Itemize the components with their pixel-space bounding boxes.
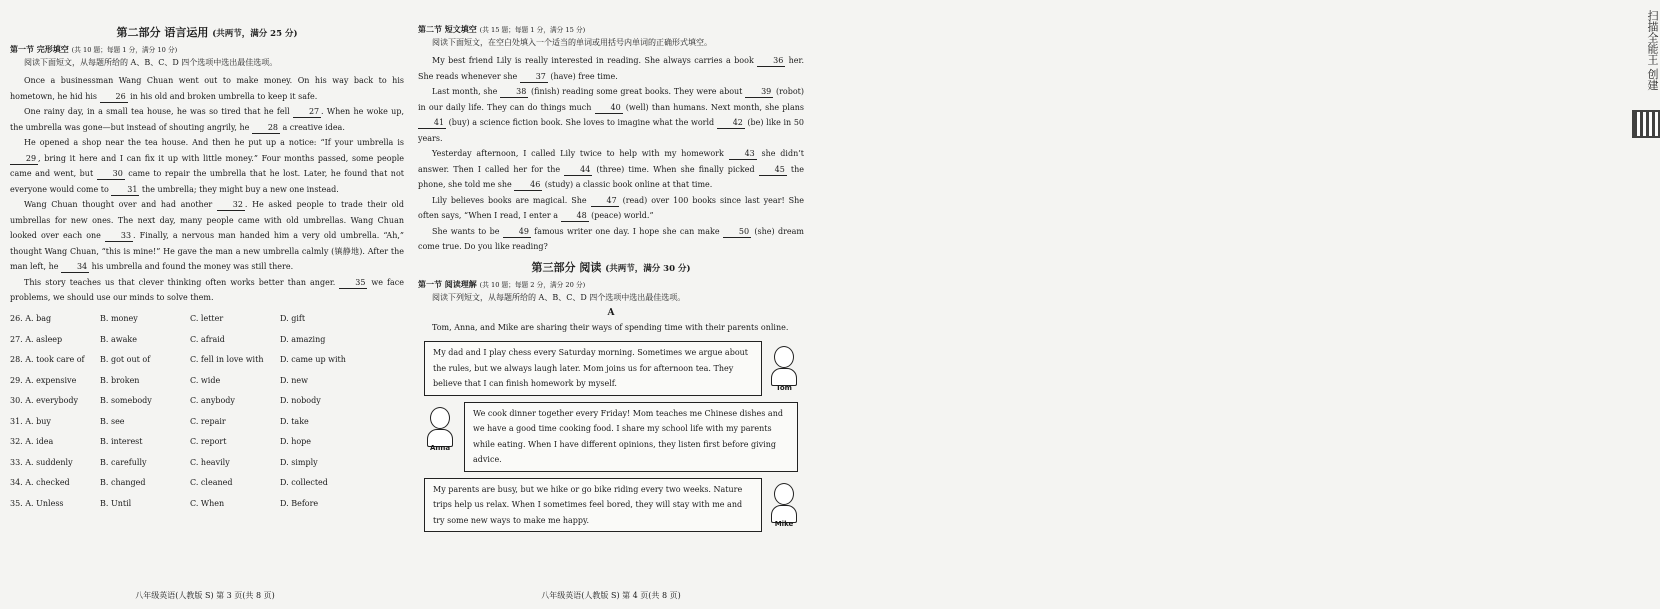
passage-label: A [607,307,615,318]
part2-title-text: 第二部分 语言运用 [116,26,209,39]
paragraph-text: (finish) reading some great books. They were about [528,87,746,96]
anna-name: Anna [429,444,451,452]
option-cell: 34. A. checked [10,478,70,488]
option-cell: C. When [190,498,225,508]
paragraph-text: (be) like in 50 years. [418,118,804,143]
right-page [414,0,808,609]
paragraph-text: (well) than humans. Next month, she plans [622,102,805,112]
option-cell: B. changed [100,478,146,488]
right-paragraph [418,84,804,146]
section2-note: (共 15 题；每题 1 分，满分 15 分) [479,26,586,34]
paragraph-text: we face problems, we should use our minds to solve them. [10,277,404,302]
paragraph-text: She wants to be [432,226,503,236]
paragraph-text: (have) free time. [547,71,618,81]
paragraph-text: My best friend Lily is really interested in reading. She always carries a book [432,56,758,65]
option-cell: D. hope [280,437,312,447]
left-paragraph [10,135,404,197]
option-cell: 26. A. bag [10,314,52,324]
right-paragraph [418,193,804,224]
blank-number: 48 [561,211,589,222]
option-cell: C. anybody [190,396,235,406]
option-cell: B. awake [100,334,137,344]
qr-code-icon [1632,110,1660,138]
anna-speech-box [429,402,798,472]
section2-instruction: 阅读下面短文，在空白处填入一个适当的单词或用括号内单词的正确形式填空。 [432,38,712,47]
right-paragraph [418,146,804,193]
mike-speech-box [424,478,794,533]
option-cell: D. amazing [280,334,326,344]
paragraph-text: her. She reads whenever she [418,56,804,81]
option-cell: D. nobody [280,396,321,406]
section3-note: (共 10 题；每题 2 分，满分 20 分) [479,280,586,289]
option-row [10,370,404,391]
option-cell: D. simply [280,457,318,467]
paragraph-text: in his old and broken umbrella to keep it safe. [127,91,318,101]
tom-name: Tom [776,383,792,392]
fill-passage [418,53,804,255]
paragraph-text: Last month, she [432,87,501,96]
option-cell: C. wide [190,375,221,385]
blank-number: 28 [252,123,280,134]
cloze-passage [10,73,404,306]
paragraph-text: . When he woke up, the umbrella was gone—but instead of shouting angrily, he [10,107,404,132]
paragraph-text: Lily believes books are magical. She [432,195,591,205]
blank-number: 27 [293,107,321,118]
mike-name: Mike [774,520,794,528]
paragraph-text: (she) dream come true. Do you like reading? [418,226,805,251]
blank-number: 37 [520,72,548,83]
paragraph-text: famous writer one day. I hope she can make [530,226,723,236]
option-cell: B. broken [100,375,140,385]
mike-figure-icon [767,483,801,527]
left-paragraph [10,104,404,135]
option-row [10,350,404,371]
paragraph-text: (buy) a science fiction book. She loves to imagine what the world [446,118,717,127]
blank-number: 34 [61,262,89,273]
right-paragraph [418,53,804,84]
option-cell: B. interest [100,437,143,447]
section3-label: 第一节 阅读理解 [418,278,477,289]
part3-title-note: (共两节，满分 30 分) [605,263,691,274]
option-cell: D. gift [280,314,306,324]
blank-number: 32 [217,200,245,211]
option-cell: 29. A. expensive [10,375,77,385]
left-page [0,0,410,609]
option-cell: B. carefully [100,457,147,467]
blank-number: 46 [514,180,542,191]
section2-label: 第二节 短文填空 [418,24,477,34]
paragraph-text: He opened a shop near the tea house. And then he put up a notice: “If your umbrella is [24,138,404,147]
option-cell: D. take [280,416,309,426]
blank-number: 45 [759,165,787,176]
paragraph-text: . He asked people to trade their old umbrellas for new ones. The next day, many people came with old umbrellas. Wang Chuan looked over each one [10,200,404,240]
option-cell: C. letter [190,314,224,324]
blank-number: 38 [500,87,528,98]
section1-note: (共 10 题；每题 1 分，满分 10 分) [71,46,178,54]
option-cell: 28. A. took care of [10,355,85,365]
paragraph-text: . Finally, a nervous man handed him a very old umbrella. “Ah,” thought Wang Chuan, “this is mine!” He gave the man a new umbrella calmly (镇静地). After the man left, he [10,231,404,271]
part2-title [10,24,404,40]
option-row [10,473,404,494]
paragraph-text: the umbrella; they might buy a new one instead. [139,184,339,194]
blank-number: 31 [111,185,139,196]
section3-instruction: 阅读下列短文，从每题所给的 A、B、C、D 四个选项中选出最佳选项。 [432,292,686,302]
section1-instruction: 阅读下面短文，从每题所给的 A、B、C、D 四个选项中选出最佳选项。 [24,58,278,67]
option-cell: 35. A. Unless [10,498,64,508]
blank-number: 36 [757,56,785,67]
option-cell: B. money [100,314,138,324]
scanner-sidebar [812,0,1659,609]
option-cell: C. report [190,437,227,447]
option-cell: D. new [280,375,308,385]
blank-number: 47 [591,196,619,207]
cloze-options-table [10,309,404,514]
option-cell: D. Before [280,498,319,508]
blank-number: 41 [418,118,446,129]
option-cell: B. Until [100,498,132,508]
blank-number: 40 [595,103,623,114]
left-paragraph [10,275,404,306]
left-paragraph [10,73,404,104]
option-cell: 30. A. everybody [10,396,79,406]
option-cell: B. somebody [100,396,152,406]
paragraph-text: came to repair the umbrella that he lost. Later, he found that not everyone would come to [10,169,404,194]
blank-number: 50 [723,227,751,238]
anna-text: We cook dinner together every Friday! Mom teaches me Chinese dishes and we have a good time cooking food. I share my school life with my parents while eating. When I have different opinions, they listen first before giving advice. [473,408,783,464]
option-row [10,309,404,330]
part3-title [418,259,804,275]
blank-number: 44 [564,165,592,176]
blank-number: 30 [97,169,125,180]
blank-number: 35 [339,278,367,289]
paragraph-text: she didn’t answer. Then I called her for the [418,149,804,174]
option-cell: C. heavily [190,457,230,467]
paragraph-text: the phone, she told me she [418,164,804,189]
blank-number: 29 [10,154,38,165]
scanner-watermark: 扫描全能王 创建 [1646,10,1659,91]
mike-text: My parents are busy, but we hike or go bike riding every two weeks. Nature trips help us relax. When I sometimes feel bored, they will stay with me and try some new ways to make me happy. [433,484,743,525]
blank-number: 42 [717,118,745,129]
blank-number: 39 [745,87,773,98]
blank-number: 43 [729,149,757,160]
left-page-footer: 八年级英语(人教版 S) 第 3 页(共 8 页) [135,591,275,600]
paragraph-text: This story teaches us that clever thinking often works better than anger. [24,277,340,287]
option-cell: C. cleaned [190,478,233,488]
tom-figure-icon [767,346,801,390]
option-cell: C. repair [190,416,226,426]
section1-heading [10,44,404,55]
part2-title-note: (共两节，满分 25 分) [212,29,298,39]
paragraph-text: One rainy day, in a small tea house, he was so tired that he fell [24,107,294,116]
blank-number: 33 [105,231,133,242]
option-cell: 31. A. buy [10,416,51,426]
paragraph-text: (robot) in our daily life. They can do things much [418,87,805,112]
option-row [10,391,404,412]
paragraph-text: Yesterday afternoon, I called Lily twice to help with my homework [432,149,729,158]
section3-heading [418,279,804,290]
paragraph-text: (three) time. When she finally picked [592,164,759,174]
passage-intro: Tom, Anna, and Mike are sharing their ways of spending time with their parents online. [432,322,789,332]
option-row [10,329,404,350]
paragraph-text: Once a businessman Wang Chuan went out to make money. On his way back to his hometown, he hid his [10,76,404,101]
blank-number: 26 [100,92,128,103]
part3-title-text: 第三部分 阅读 [531,260,602,274]
paragraph-text: , bring it here and I can fix it up with little money.” Four months passed, some people came and went, but [10,153,404,178]
blank-number: 49 [503,227,531,238]
left-paragraph [10,197,404,275]
right-page-footer: 八年级英语(人教版 S) 第 4 页(共 8 页) [541,591,681,600]
option-cell: D. collected [280,478,328,488]
tom-text: My dad and I play chess every Saturday morning. Sometimes we argue about the rules, but we always laugh later. Mom joins us for afternoon tea. They believe that I can finish homework by myself. [433,348,748,388]
option-row [10,411,404,432]
section2-heading [418,24,804,35]
option-cell: B. got out of [100,355,151,365]
paragraph-text: Wang Chuan thought over and had another [24,200,217,209]
option-row [10,452,404,473]
section1-label: 第一节 完形填空 [10,44,69,54]
paragraph-text: (study) a classic book online at that time. [542,180,713,189]
paragraph-text: (peace) world.” [588,211,654,220]
option-cell: C. fell in love with [190,355,264,365]
option-row [10,493,404,514]
tom-speech-box [424,341,792,396]
option-cell: C. afraid [190,334,225,344]
paragraph-text: his umbrella and found the money was still there. [89,262,294,271]
option-cell: 32. A. idea [10,437,54,447]
right-paragraph [418,224,804,255]
option-cell: D. came up with [280,355,346,365]
anna-figure-icon [423,407,457,451]
option-row [10,432,404,453]
option-cell: 33. A. suddenly [10,457,73,467]
paragraph-text: a creative idea. [279,122,345,132]
option-cell: B. see [100,416,125,426]
paragraph-text: (read) over 100 books since last year! She often says, “When I read, I enter a [418,195,805,220]
option-cell: 27. A. asleep [10,334,63,344]
